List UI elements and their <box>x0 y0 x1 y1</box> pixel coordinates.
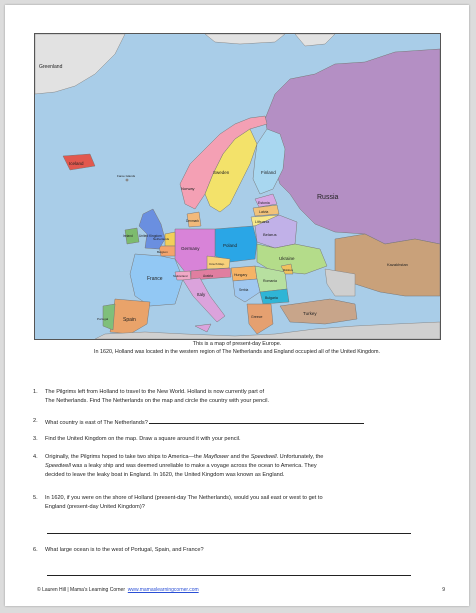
ship-name-speedwell: Speedwell <box>45 463 71 470</box>
answer-line[interactable] <box>47 575 411 576</box>
question-number: 3. <box>33 436 38 442</box>
label-faroe: Faroe Islands <box>117 174 136 178</box>
label-czech: Czech Rep. <box>209 262 225 266</box>
map-caption-line-2: In 1620, Holland was located in the western region of The Netherlands and England occupied all of the United Kingdom. <box>93 349 381 355</box>
label-hungary: Hungary <box>234 273 248 277</box>
label-ukraine: Ukraine <box>279 256 295 261</box>
label-estonia: Estonia <box>258 201 270 205</box>
ship-name-speedwell: Speedwell <box>250 454 277 460</box>
footer-credit: © Lauren Hill | Mama’s Learning Corner <box>37 587 125 593</box>
caucasus-shape <box>325 269 355 296</box>
label-spain: Spain <box>123 317 136 323</box>
label-russia: Russia <box>317 194 339 201</box>
label-austria: Austria <box>203 274 213 278</box>
answer-blank[interactable] <box>149 417 364 424</box>
europe-map <box>34 33 441 340</box>
page-number: 9 <box>442 587 445 593</box>
label-uk: United Kingdom <box>139 234 162 238</box>
label-belgium: Belgium <box>157 250 168 254</box>
footer <box>37 587 445 593</box>
label-serbia: Serbia <box>239 288 249 292</box>
question-4 <box>33 453 453 481</box>
question-text: . Unfortunately, the <box>276 454 324 460</box>
label-greenland: Greenland <box>39 64 63 70</box>
question-text: and the <box>228 454 251 460</box>
label-moldova: Moldova <box>283 269 293 272</box>
label-belarus: Belarus <box>263 232 277 237</box>
label-bulgaria: Bulgaria <box>265 296 278 300</box>
label-ireland: Ireland <box>123 234 133 238</box>
arctic-islands-shape <box>205 34 335 46</box>
label-norway: Norway <box>181 186 195 191</box>
label-kazakhstan: Kazakhstan <box>387 262 408 267</box>
map-caption-line-1: This is a map of present-day Europe. <box>192 341 282 347</box>
question-text: What large ocean is to the west of Portugal, Spain, and France? <box>45 547 204 553</box>
greece-shape <box>247 304 273 334</box>
question-number: 2. <box>33 418 38 424</box>
label-switzerland: Switzerland <box>173 274 188 278</box>
question-text: Originally, the Pilgrims hoped to take two ships to America—the <box>45 454 204 460</box>
question-number: 5. <box>33 495 38 501</box>
label-netherlands: Netherlands <box>153 237 170 241</box>
worksheet-page <box>5 5 469 606</box>
question-number: 6. <box>33 547 38 553</box>
question-number: 4. <box>33 454 38 460</box>
question-2 <box>33 417 453 428</box>
label-france: France <box>147 276 163 282</box>
label-portugal: Portugal <box>97 317 109 321</box>
question-text: England (present-day United Kingdom)? <box>45 504 145 511</box>
label-iceland: Iceland <box>69 161 84 166</box>
label-germany: Germany <box>181 246 200 251</box>
question-text: was a leaky ship and was deemed unreliable to make a voyage across the ocean to America. They <box>70 463 317 470</box>
uk-shape <box>139 209 165 249</box>
label-italy: Italy <box>197 292 206 297</box>
label-sweden: Sweden <box>213 170 230 175</box>
label-finland: Finland <box>261 170 276 175</box>
question-5 <box>33 494 453 512</box>
label-denmark: Denmark <box>186 219 199 223</box>
label-turkey: Turkey <box>303 311 317 316</box>
label-poland: Poland <box>223 243 238 248</box>
ship-name-mayflower: Mayflower <box>203 454 229 460</box>
russia-shape <box>265 49 440 244</box>
label-lithuania: Lithuania <box>255 220 270 224</box>
question-1 <box>33 388 453 406</box>
label-romania: Romania <box>263 279 278 283</box>
question-3 <box>33 435 453 444</box>
faroe-dot <box>126 179 129 182</box>
italy-shape <box>183 278 225 332</box>
question-text: Find the United Kingdom on the map. Draw a square around it with your pencil. <box>45 436 241 442</box>
question-text: What country is east of The Netherlands? <box>45 420 148 426</box>
question-text: The Netherlands. Find The Netherlands on the map and circle the country with your pencil. <box>45 398 270 405</box>
footer-website-link[interactable]: www.mamaslearningcorner.com <box>127 587 199 593</box>
europe-map-svg <box>35 34 440 339</box>
question-number: 1. <box>33 389 38 395</box>
answer-line[interactable] <box>47 533 411 534</box>
question-text: The Pilgrims left from Holland to travel to the New World. Holland is now currently part of <box>45 389 265 395</box>
question-text: decided to leave the leaky boat in England. In 1620, the United Kingdom was known as England. <box>45 472 285 479</box>
question-6 <box>33 546 453 555</box>
label-greece: Greece <box>251 315 263 319</box>
label-latvia: Latvia <box>259 210 269 214</box>
question-text: In 1620, if you were on the shore of Holland (present-day The Netherlands), would you sail east or west to get to <box>45 495 323 501</box>
turkey-shape <box>280 299 357 324</box>
